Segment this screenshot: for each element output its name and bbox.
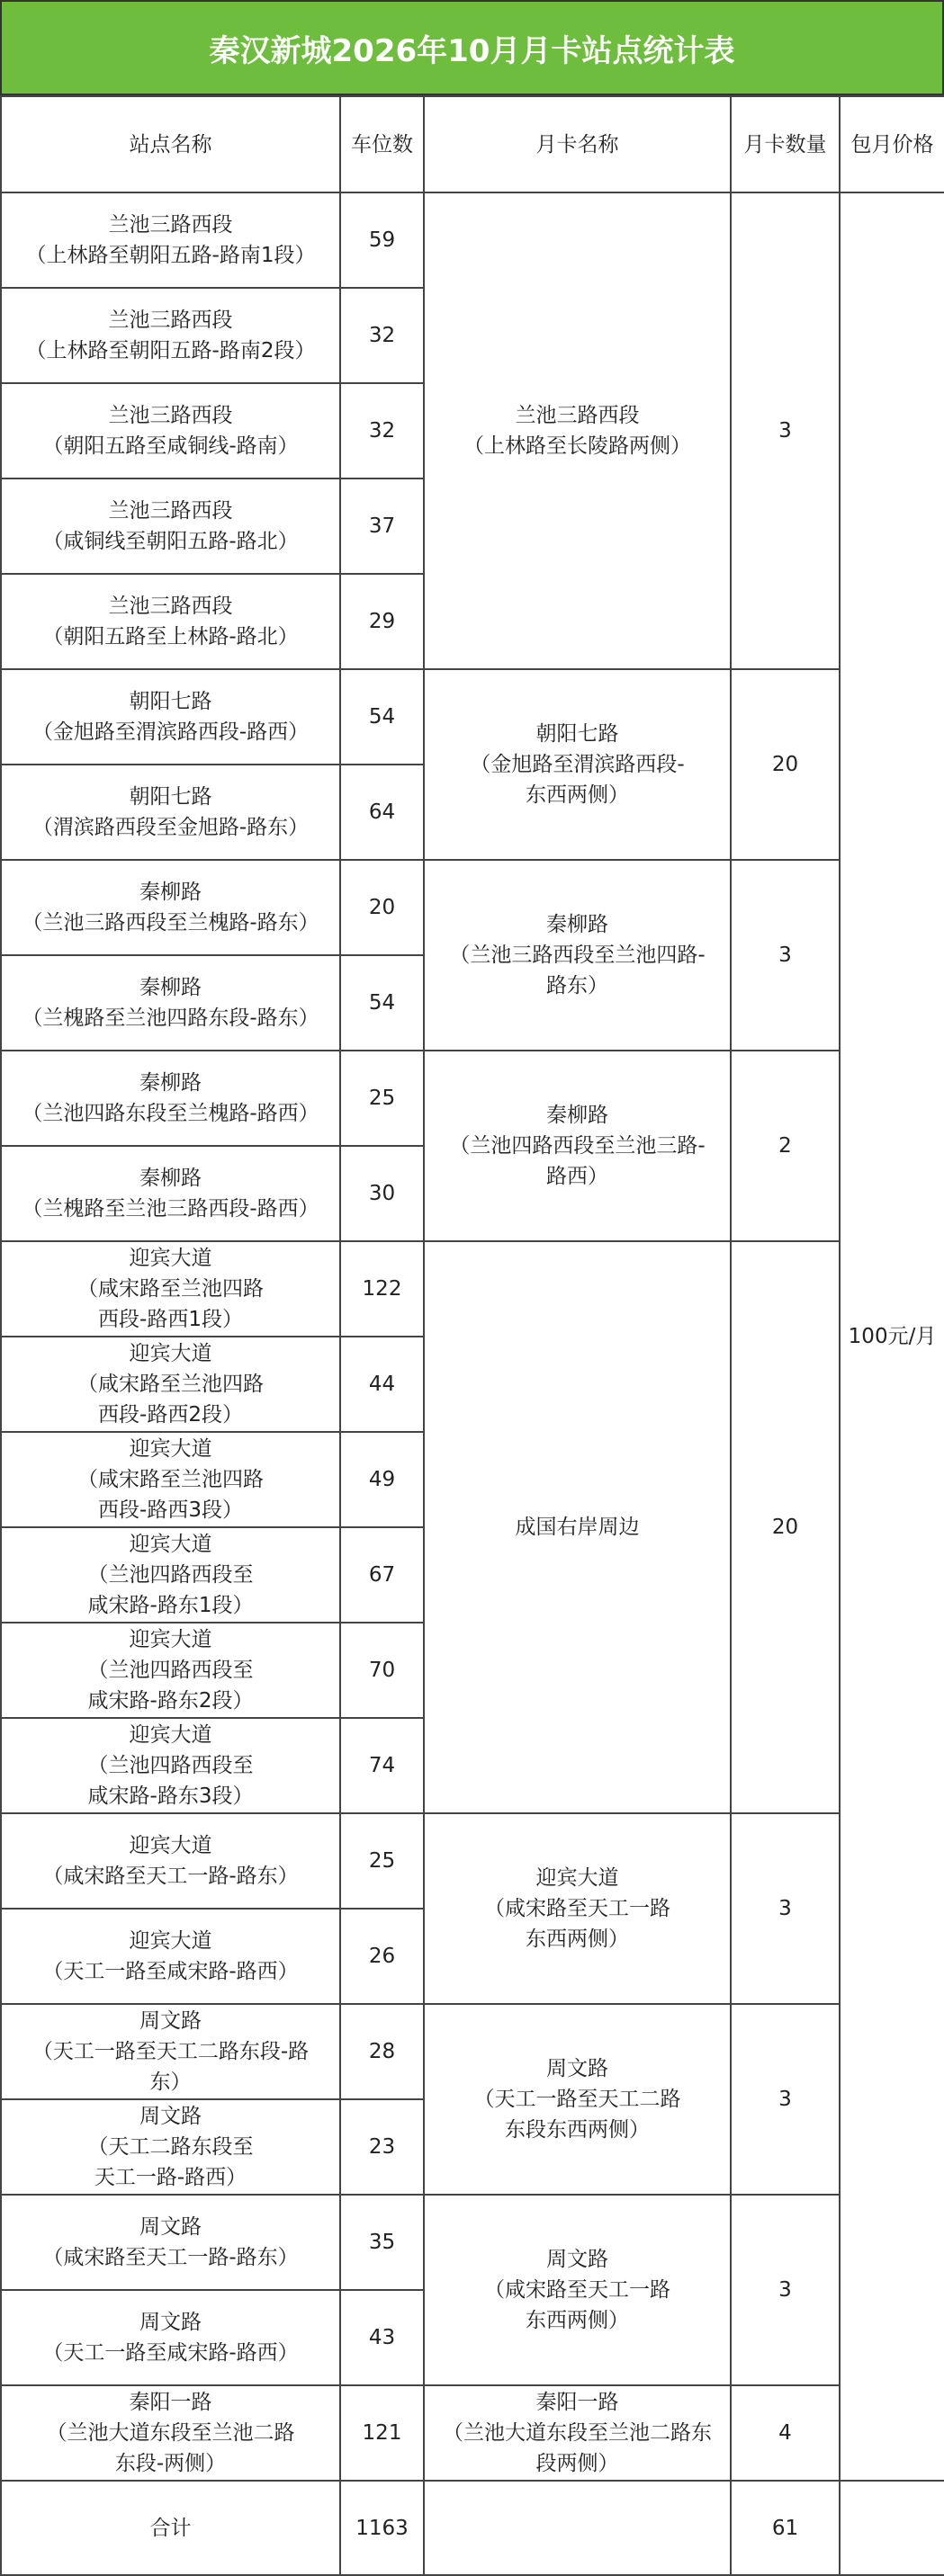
station-name-cell: 迎宾大道 （咸宋路至兰池四路 西段-路西1段）: [1, 1241, 340, 1337]
station-name-cell: 周文路 （天工一路至天工二路东段-路 东）: [1, 2004, 340, 2099]
card-count-cell: 20: [731, 1241, 840, 1813]
spaces-cell: 28: [340, 2004, 424, 2099]
total-row: [1, 2481, 944, 2575]
table-row: [1, 2385, 944, 2481]
total-price-cell: [840, 2481, 944, 2575]
spaces-cell: 20: [340, 860, 424, 955]
card-name-cell: 成国右岸周边: [424, 1241, 731, 1813]
spaces-cell: 121: [340, 2385, 424, 2481]
station-name-cell: 迎宾大道 （咸宋路至天工一路-路东）: [1, 1813, 340, 1909]
card-name-cell: 朝阳七路 （金旭路至渭滨路西段- 东西两侧）: [424, 669, 731, 860]
header-card-count: 月卡数量: [731, 96, 840, 192]
spaces-cell: 25: [340, 1051, 424, 1146]
spaces-cell: 32: [340, 288, 424, 383]
station-name-cell: 迎宾大道 （兰池四路西段至 咸宋路-路东3段）: [1, 1718, 340, 1813]
card-name-cell: 周文路 （咸宋路至天工一路 东西两侧）: [424, 2195, 731, 2385]
card-name-cell: 秦阳一路 （兰池大道东段至兰池二路东 段两侧）: [424, 2385, 731, 2481]
spaces-cell: 54: [340, 669, 424, 765]
card-count-cell: 3: [731, 1813, 840, 2004]
station-name-cell: 兰池三路西段 （上林路至朝阳五路-路南1段）: [1, 192, 340, 288]
spaces-cell: 49: [340, 1432, 424, 1527]
station-name-cell: 迎宾大道 （兰池四路西段至 咸宋路-路东2段）: [1, 1623, 340, 1718]
spaces-cell: 26: [340, 1909, 424, 2004]
spaces-cell: 67: [340, 1527, 424, 1623]
station-name-cell: 朝阳七路 （渭滨路西段至金旭路-路东）: [1, 765, 340, 860]
station-name-cell: 秦柳路 （兰槐路至兰池四路东段-路东）: [1, 955, 340, 1051]
spaces-cell: 37: [340, 479, 424, 574]
card-count-cell: 3: [731, 192, 840, 669]
station-name-cell: 迎宾大道 （咸宋路至兰池四路 西段-路西2段）: [1, 1337, 340, 1432]
total-spaces-cell: 1163: [340, 2481, 424, 2575]
station-name-cell: 兰池三路西段 （朝阳五路至上林路-路北）: [1, 574, 340, 669]
total-card-count-cell: 61: [731, 2481, 840, 2575]
station-name-cell: 秦阳一路 （兰池大道东段至兰池二路 东段-两侧）: [1, 2385, 340, 2481]
station-name-cell: 迎宾大道 （咸宋路至兰池四路 西段-路西3段）: [1, 1432, 340, 1527]
card-name-cell: 秦柳路 （兰池四路西段至兰池三路- 路西）: [424, 1051, 731, 1241]
spaces-cell: 35: [340, 2195, 424, 2290]
spaces-cell: 74: [340, 1718, 424, 1813]
table-row: [1, 2004, 944, 2099]
total-card-name-cell: [424, 2481, 731, 2575]
station-name-cell: 兰池三路西段 （咸铜线至朝阳五路-路北）: [1, 479, 340, 574]
table-body: [1, 192, 944, 2575]
spaces-cell: 29: [340, 574, 424, 669]
card-count-cell: 3: [731, 2004, 840, 2195]
card-count-cell: 2: [731, 1051, 840, 1241]
table-row: [1, 669, 944, 765]
spaces-cell: 54: [340, 955, 424, 1051]
spaces-cell: 64: [340, 765, 424, 860]
price-cell: 100元/月: [840, 192, 944, 2481]
spaces-cell: 23: [340, 2099, 424, 2195]
station-name-cell: 秦柳路 （兰池三路西段至兰槐路-路东）: [1, 860, 340, 955]
spaces-cell: 43: [340, 2290, 424, 2385]
station-name-cell: 周文路 （天工一路至咸宋路-路西）: [1, 2290, 340, 2385]
table-row: [1, 1813, 944, 1909]
spaces-cell: 122: [340, 1241, 424, 1337]
stats-table: [0, 95, 944, 2576]
card-name-cell: 迎宾大道 （咸宋路至天工一路 东西两侧）: [424, 1813, 731, 2004]
total-label-cell: 合计: [1, 2481, 340, 2575]
spaces-cell: 44: [340, 1337, 424, 1432]
spaces-cell: 25: [340, 1813, 424, 1909]
header-card-name: 月卡名称: [424, 96, 731, 192]
station-name-cell: 朝阳七路 （金旭路至渭滨路西段-路西）: [1, 669, 340, 765]
card-name-cell: 秦柳路 （兰池三路西段至兰池四路- 路东）: [424, 860, 731, 1051]
spaces-cell: 59: [340, 192, 424, 288]
station-name-cell: 秦柳路 （兰池四路东段至兰槐路-路西）: [1, 1051, 340, 1146]
card-count-cell: 20: [731, 669, 840, 860]
card-name-cell: 周文路 （天工一路至天工二路 东段东西两侧）: [424, 2004, 731, 2195]
spaces-cell: 30: [340, 1146, 424, 1241]
card-count-cell: 3: [731, 2195, 840, 2385]
table-row: [1, 2195, 944, 2290]
header-spaces: 车位数: [340, 96, 424, 192]
table-row: [1, 192, 944, 288]
table-row: [1, 1051, 944, 1146]
spaces-cell: 32: [340, 383, 424, 479]
header-row: [1, 96, 944, 192]
card-name-cell: 兰池三路西段 （上林路至长陵路两侧）: [424, 192, 731, 669]
station-name-cell: 周文路 （咸宋路至天工一路-路东）: [1, 2195, 340, 2290]
station-name-cell: 兰池三路西段 （上林路至朝阳五路-路南2段）: [1, 288, 340, 383]
station-name-cell: 兰池三路西段 （朝阳五路至咸铜线-路南）: [1, 383, 340, 479]
header-station: 站点名称: [1, 96, 340, 192]
station-name-cell: 周文路 （天工二路东段至 天工一路-路西）: [1, 2099, 340, 2195]
card-count-cell: 4: [731, 2385, 840, 2481]
table-row: [1, 1241, 944, 1337]
station-name-cell: 迎宾大道 （天工一路至咸宋路-路西）: [1, 1909, 340, 2004]
station-name-cell: 迎宾大道 （兰池四路西段至 咸宋路-路东1段）: [1, 1527, 340, 1623]
header-price: 包月价格: [840, 96, 944, 192]
spaces-cell: 70: [340, 1623, 424, 1718]
station-name-cell: 秦柳路 （兰槐路至兰池三路西段-路西）: [1, 1146, 340, 1241]
card-count-cell: 3: [731, 860, 840, 1051]
page-title: 秦汉新城2026年10月月卡站点统计表: [0, 0, 944, 95]
table-row: [1, 860, 944, 955]
